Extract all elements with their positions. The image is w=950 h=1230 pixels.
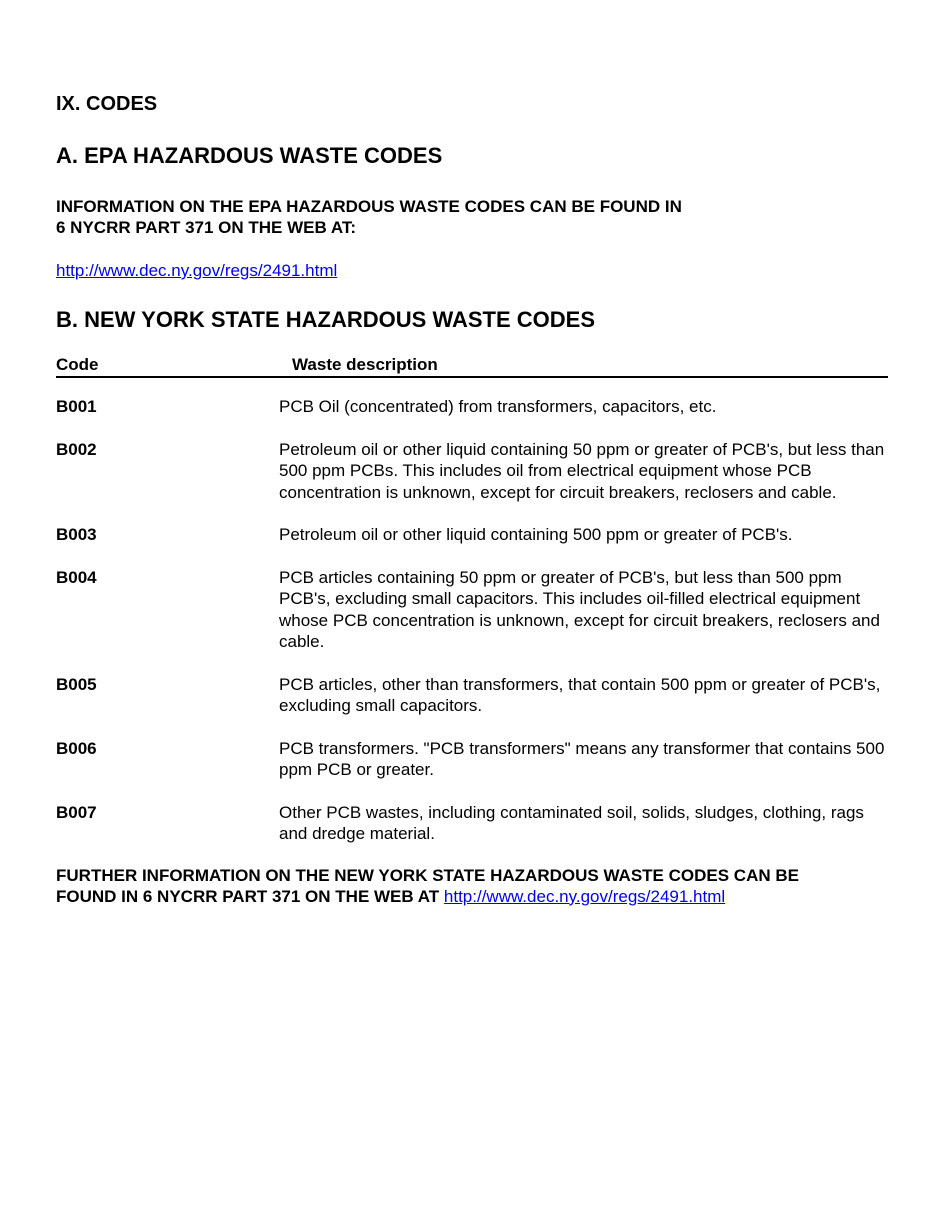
further-info-line-2 <box>56 886 888 907</box>
table-row <box>56 524 888 546</box>
row-description: PCB articles containing 50 ppm or greater of PCB's, but less than 500 ppm PCB's, excluding small capacitors. This includes oil-filled electrical equipment whose PCB concentration is unknown, except for circuit breakers, reclosers and cable. <box>279 567 880 651</box>
row-code: B006 <box>56 738 97 758</box>
row-description: PCB Oil (concentrated) from transformers, capacitors, etc. <box>279 397 717 416</box>
row-description: PCB articles, other than transformers, that contain 500 ppm or greater of PCB's, excluding small capacitors. <box>279 674 881 715</box>
section-ix-title: IX. CODES <box>56 93 158 115</box>
table-row <box>56 802 888 845</box>
section-a-title: A. EPA HAZARDOUS WASTE CODES <box>56 143 443 168</box>
row-code: B003 <box>56 525 97 544</box>
row-description: Other PCB wastes, including contaminated soil, solids, sludges, clothing, rags and dredge material. <box>279 802 864 843</box>
row-code: B005 <box>56 674 97 694</box>
header-description: Waste description <box>292 355 438 374</box>
epa-info-paragraph <box>56 196 888 238</box>
document-page <box>56 92 888 907</box>
row-code: B007 <box>56 802 97 822</box>
epa-regs-link[interactable]: http://www.dec.ny.gov/regs/2491.html <box>56 261 338 280</box>
table-row <box>56 567 888 653</box>
nys-regs-link[interactable]: http://www.dec.ny.gov/regs/2491.html <box>443 886 726 906</box>
row-code: B002 <box>56 439 97 459</box>
table-row <box>56 738 888 781</box>
epa-link-line <box>56 260 888 281</box>
header-code: Code <box>56 355 99 374</box>
section-b-title: B. NEW YORK STATE HAZARDOUS WASTE CODES <box>56 307 596 332</box>
codes-table-body <box>56 396 888 845</box>
epa-info-line-1: INFORMATION ON THE EPA HAZARDOUS WASTE CODES CAN BE FOUND IN <box>56 197 682 216</box>
further-info-line-2-text: FOUND IN 6 NYCRR PART 371 ON THE WEB AT <box>56 886 440 906</box>
row-description: Petroleum oil or other liquid containing 50 ppm or greater of PCB's, but less than 500 ppm PCBs. This includes oil from electrical equipment whose PCB concentration is unknown, except for circuit breakers, reclosers and cable. <box>279 439 885 502</box>
row-code: B004 <box>56 567 97 587</box>
table-row <box>56 396 888 418</box>
table-row <box>56 674 888 717</box>
epa-info-line-2: 6 NYCRR PART 371 ON THE WEB AT: <box>56 218 357 237</box>
table-row <box>56 439 888 504</box>
codes-table-header <box>56 355 888 378</box>
further-info-paragraph <box>56 865 888 907</box>
row-code: B001 <box>56 397 97 416</box>
row-description: PCB transformers. "PCB transformers" means any transformer that contains 500 ppm PCB or greater. <box>279 738 885 779</box>
row-description: Petroleum oil or other liquid containing 500 ppm or greater of PCB's. <box>279 525 793 544</box>
further-info-line-1: FURTHER INFORMATION ON THE NEW YORK STATE HAZARDOUS WASTE CODES CAN BE <box>56 865 799 885</box>
